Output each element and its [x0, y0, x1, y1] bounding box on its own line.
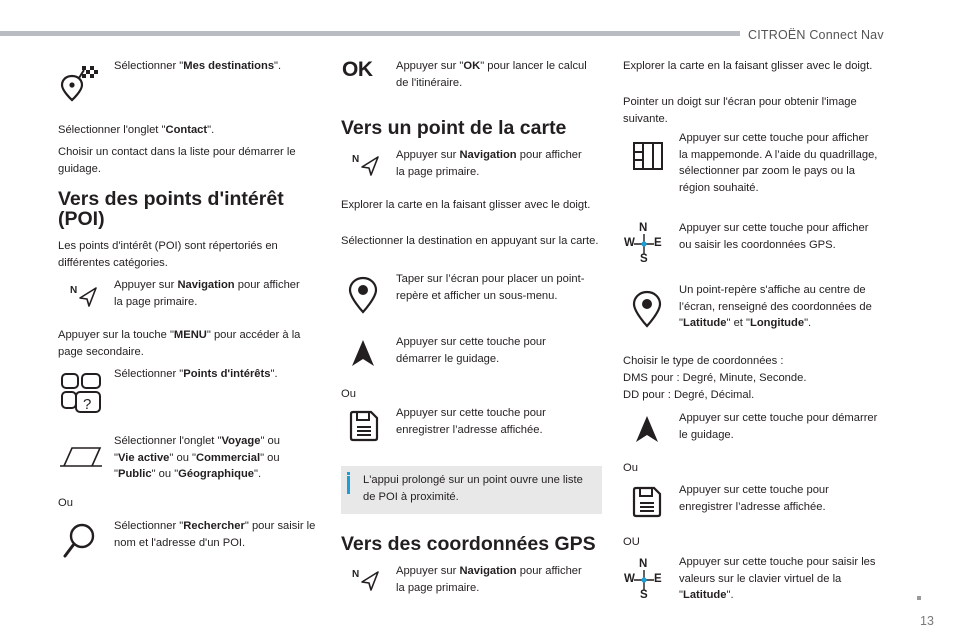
step-mes-destinations: Sélectionner "Mes destinations". — [114, 60, 282, 72]
compass-w-label: W — [624, 573, 635, 585]
poi-categories-icon — [60, 370, 104, 414]
step-navigation-gps: Appuyer sur Navigation pour afficher la page primaire. — [396, 565, 582, 594]
heading-point-carte: Vers un point de la carte — [341, 117, 567, 139]
compass-e-label: E — [654, 573, 662, 585]
search-magnifier-icon — [62, 522, 98, 560]
step-ok: Appuyer sur "OK" pour lancer le calcul de l'itinéraire. — [396, 60, 587, 89]
step-enregistrer-adresse: Appuyer sur cette touche pour enregistrer l’adresse affichée. — [396, 407, 546, 436]
info-icon — [347, 476, 350, 494]
text-choisir-contact: Choisir un contact dans la liste pour démarrer le guidage. — [58, 146, 296, 175]
navigation-arrow-icon — [352, 153, 380, 177]
info-note-text: L'appui prolongé sur un point ouvre une liste de POI à proximité. — [363, 474, 583, 503]
svg-text:N: N — [352, 569, 360, 580]
text-onglet-contact: Sélectionner l'onglet "Contact". — [58, 124, 215, 136]
step-onglet-categories: Sélectionner l'onglet "Voyage" ou "Vie active" ou "Commercial" ou "Public" ou "Géographique". — [114, 435, 280, 481]
world-map-grid-icon — [632, 140, 664, 172]
start-guidance-arrow-icon — [634, 414, 660, 444]
step-point-repere: Un point-repère s'affiche au centre de l’écran, renseigné des coordonnées de "Latitude" et "Longitude". — [679, 284, 872, 330]
step-navigation-poi: Appuyer sur Navigation pour afficher la page primaire. — [114, 279, 300, 308]
info-icon-dot — [347, 472, 350, 475]
compass-n-label: N — [639, 222, 648, 234]
text-ou: Ou — [341, 388, 356, 400]
step-mappemonde: Appuyer sur cette touche pour afficher la mappemonde. A l’aide du quadrillage, sélectionner par zoom le pays ou la région souhaité. — [679, 132, 878, 194]
step-latitude: Appuyer sur cette touche pour saisir les valeurs sur le clavier virtuel de la "Latitude". — [679, 556, 876, 602]
map-pin-icon — [632, 290, 662, 328]
step-taper-ecran: Taper sur l’écran pour placer un point-repère et afficher un sous-menu. — [396, 273, 585, 302]
info-note-box — [341, 466, 602, 514]
text-dd: DD pour : Degré, Décimal. — [623, 389, 755, 401]
compass-gps-icon — [624, 558, 664, 602]
text-menu: Appuyer sur la touche "MENU" pour accéder à la page secondaire. — [58, 329, 301, 358]
compass-gps-icon — [624, 222, 664, 266]
text-explorer-carte-gps: Explorer la carte en la faisant glisser avec le doigt. — [623, 60, 873, 72]
text-ou: Ou — [58, 497, 73, 509]
step-enregistrer-adresse-gps: Appuyer sur cette touche pour enregistrer l’adresse affichée. — [679, 484, 829, 513]
heading-poi: Vers des points d'intérêt (POI) — [58, 188, 284, 230]
compass-s-label: S — [640, 589, 648, 601]
page-marker — [917, 596, 921, 600]
heading-coordonnees-gps: Vers des coordonnées GPS — [341, 533, 596, 555]
text-selectionner-destination: Sélectionner la destination en appuyant sur la carte. — [341, 235, 599, 247]
navigation-arrow-icon — [352, 568, 380, 592]
compass-n-label: N — [639, 558, 648, 570]
header-bar — [0, 31, 740, 36]
page-number: 13 — [920, 614, 934, 628]
compass-e-label: E — [654, 237, 662, 249]
ok-button-icon: OK — [342, 58, 373, 81]
text-explorer-carte: Explorer la carte en la faisant glisser avec le doigt. — [341, 199, 591, 211]
step-demarrer-guidage-gps: Appuyer sur cette touche pour démarrer le guidage. — [679, 412, 878, 441]
step-rechercher: Sélectionner "Rechercher" pour saisir le nom et l'adresse d'un POI. — [114, 520, 316, 549]
page-header-title: CITROËN Connect Nav — [748, 28, 884, 42]
navigation-arrow-icon — [70, 284, 98, 308]
tab-onglet-icon — [58, 442, 104, 470]
destination-flag-pin-icon — [60, 64, 100, 102]
text-poi-intro: Les points d'intérêt (POI) sont répertoriés en différentes catégories. — [58, 240, 278, 269]
step-points-interets: Sélectionner "Points d'intérêts". — [114, 368, 278, 380]
compass-w-label: W — [624, 237, 635, 249]
text-choisir-type: Choisir le type de coordonnées : — [623, 355, 784, 367]
step-demarrer-guidage: Appuyer sur cette touche pour démarrer le guidage. — [396, 336, 546, 365]
compass-s-label: S — [640, 253, 648, 265]
start-guidance-arrow-icon — [350, 338, 376, 368]
text-ou: Ou — [623, 462, 638, 474]
text-pointer-doigt: Pointer un doigt sur l'écran pour obtenir l'image suivante. — [623, 96, 857, 125]
map-pin-icon — [348, 276, 378, 314]
svg-text:N: N — [70, 285, 78, 296]
svg-text:N: N — [352, 154, 360, 165]
svg-text:?: ? — [83, 396, 92, 413]
step-coordonnees-gps: Appuyer sur cette touche pour afficher ou saisir les coordonnées GPS. — [679, 222, 869, 251]
step-navigation-carte: Appuyer sur Navigation pour afficher la page primaire. — [396, 149, 582, 178]
text-ou-caps: OU — [623, 536, 640, 548]
save-floppy-icon — [349, 410, 379, 442]
save-floppy-icon — [632, 486, 662, 518]
text-dms: DMS pour : Degré, Minute, Seconde. — [623, 372, 807, 384]
